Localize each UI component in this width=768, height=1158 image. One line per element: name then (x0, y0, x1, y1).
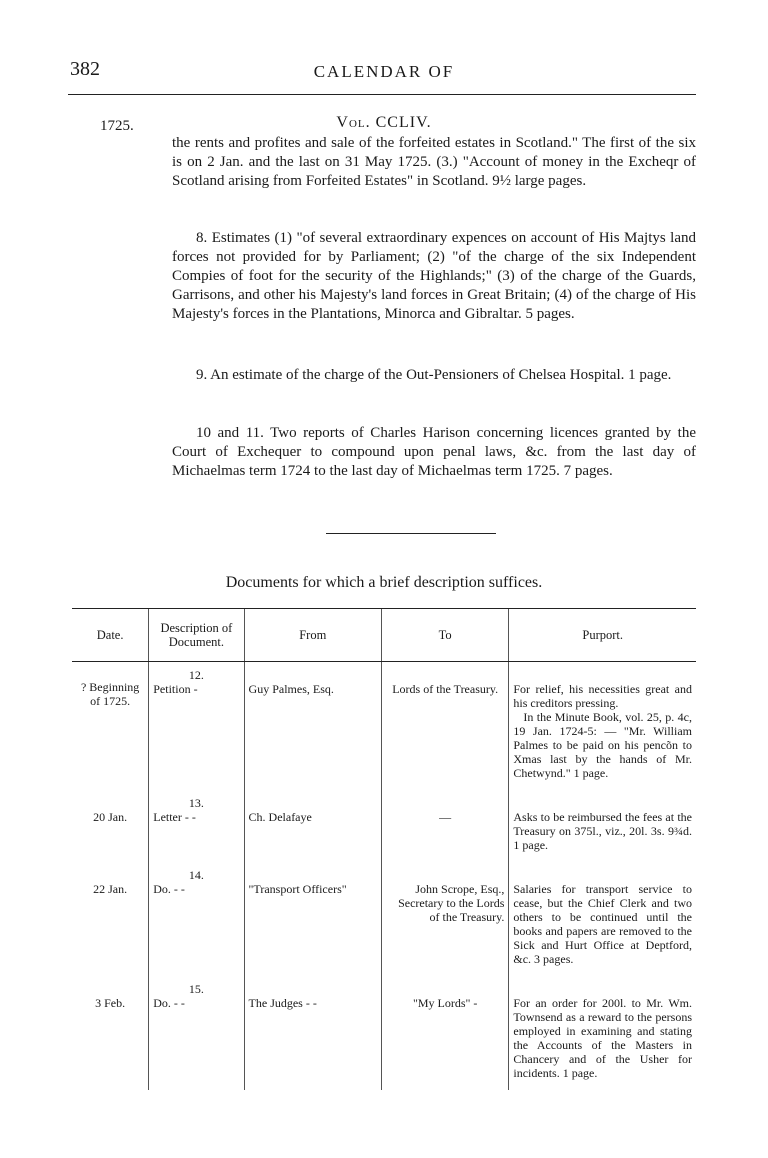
row-to: John Scrope, Esq., Secretary to the Lords of the Treasury. (381, 862, 508, 976)
table-row (72, 976, 696, 1090)
row-date: 3 Feb. (95, 996, 126, 1010)
table-row (72, 662, 696, 791)
row-description (149, 790, 244, 862)
volume-heading: Vol. CCLIV. (336, 114, 432, 131)
column-header-to: To (381, 609, 508, 662)
row-to: Lords of the Treasury. (381, 662, 508, 791)
purport-note: In the Minute Book, vol. 25, p. 4c, 19 Jan. 1724-5: — "Mr. William Palmes to be paid on his pencõn to Xmas last by the hands of Mr. Chetwynd." 1 page. (513, 710, 692, 780)
row-date: ? Beginning of 1725. (80, 680, 140, 708)
row-description (149, 662, 244, 791)
row-to: — (381, 790, 508, 862)
row-purport (509, 662, 696, 791)
row-from: Ch. Delafaye (244, 790, 381, 862)
row-kind: Petition - (153, 682, 198, 696)
row-from: Guy Palmes, Esq. (244, 662, 381, 791)
section-divider (326, 533, 496, 534)
row-number: 13. (188, 796, 204, 810)
table-row (72, 862, 696, 976)
row-kind: Letter - - (153, 810, 196, 824)
section-title: Documents for which a brief description suffices. (225, 574, 543, 591)
column-header-purport: Purport. (509, 609, 696, 662)
row-number: 12. (188, 668, 204, 682)
page-number: 382 (70, 58, 100, 80)
documents-table (72, 608, 696, 1090)
row-description (149, 862, 244, 976)
row-kind: Do. - - (153, 882, 185, 896)
row-from: The Judges - - (244, 976, 381, 1090)
row-from: "Transport Officers" (244, 862, 381, 976)
column-header-from: From (244, 609, 381, 662)
header-rule (68, 94, 696, 95)
row-description (149, 976, 244, 1090)
table-header-row (72, 609, 696, 662)
row-number: 14. (188, 868, 204, 882)
row-to: "My Lords" - (381, 976, 508, 1090)
paragraph-item-10-11: 10 and 11. Two reports of Charles Harison concerning licences granted by the Court of Exchequer to compound upon penal laws, &c. from the last day of Michaelmas term 1724 to the last day of Michaelmas term 1725. 7 pages. (172, 425, 696, 479)
paragraph-continuation: the rents and profites and sale of the forfeited estates in Scotland." The first of the six is on 2 Jan. and the last on 31 May 1725. (3.) "Account of money in the Excheqr of Scotland arising from Forfeited Estates" in Scotland. 9½ large pages. (172, 135, 696, 189)
row-number: 15. (188, 982, 204, 996)
table-row (72, 790, 696, 862)
row-purport: For an order for 200l. to Mr. Wm. Townsend as a reward to the persons employed in examining and stating the Accounts of the Masters in Chancery and of the Usher for incidents. 1 page. (509, 976, 696, 1090)
paragraph-item-9: 9. An estimate of the charge of the Out-Pensioners of Chelsea Hospital. 1 page. (196, 367, 672, 383)
paragraph-item-8: 8. Estimates (1) "of several extraordinary expences on account of His Majtys land forces not provided for by Parliament; (2) "of the charge of the six Independent Compies of foot for the security of the Highlands;" (3) of the charge of the Guards, Garrisons, and other his Majesty's land forces in Great Britain; (4) of the charge of His Majesty's forces in the Plantations, Minorca and Gibraltar. 5 pages. (172, 230, 696, 322)
row-date: 20 Jan. (93, 810, 128, 824)
column-header-description: Description of Document. (149, 609, 244, 662)
margin-year: 1725. (100, 118, 134, 134)
purport-text: For relief, his necessities great and his creditors pressing. (513, 682, 692, 710)
row-kind: Do. - - (153, 996, 185, 1010)
running-title: CALENDAR OF (313, 62, 455, 81)
column-header-date: Date. (72, 609, 149, 662)
row-purport: Asks to be reimbursed the fees at the Treasury on 375l., viz., 20l. 3s. 9¾d. 1 page. (509, 790, 696, 862)
row-purport: Salaries for transport service to cease, but the Chief Clerk and two others to be continued until the books and papers are removed to the Sick and Hurt Office at Deptford, &c. 3 pages. (509, 862, 696, 976)
row-date: 22 Jan. (93, 882, 128, 896)
